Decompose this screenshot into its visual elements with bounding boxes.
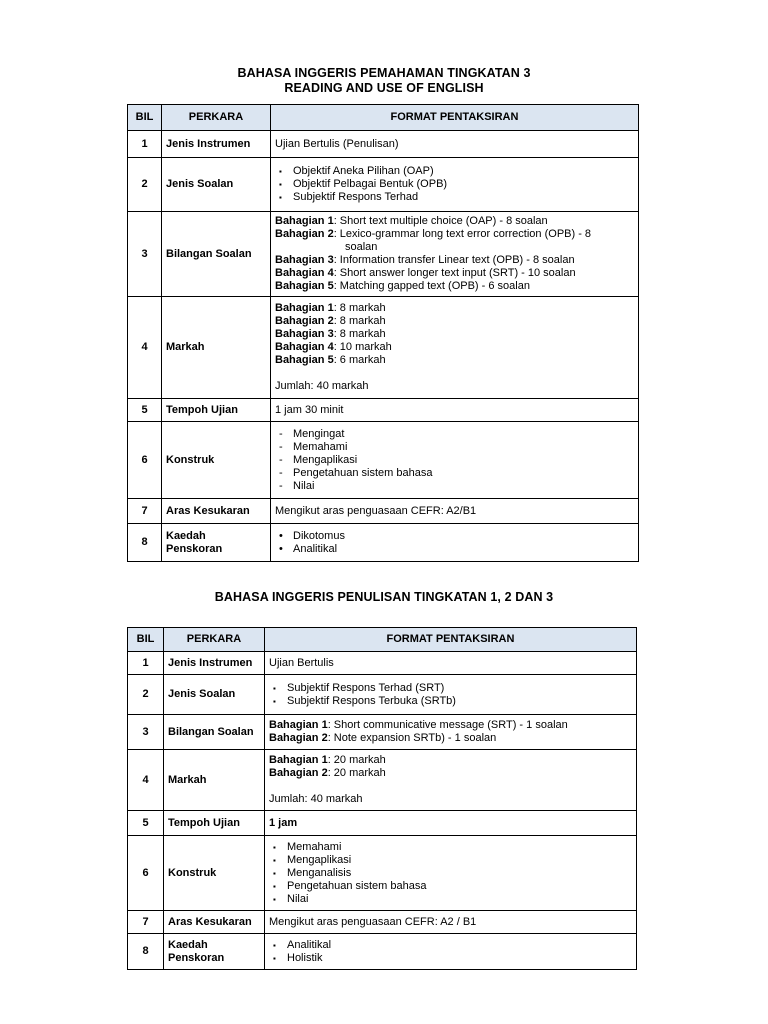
table-row: [128, 836, 637, 911]
list-item: - Memahami: [275, 441, 634, 454]
total-marks: Jumlah: 40 markah: [275, 380, 369, 392]
section-label: Bahagian 1: [275, 302, 334, 314]
section-text: : 20 markah: [327, 767, 386, 779]
section-label: Bahagian 1: [275, 215, 334, 227]
doc1-title-line1: BAHASA INGGERIS PEMAHAMAN TINGKATAN 3: [237, 66, 531, 80]
row-number: 7: [128, 911, 164, 934]
doc1-title-line2: READING AND USE OF ENGLISH: [284, 81, 484, 95]
header-bil: BIL: [128, 628, 164, 652]
header-row: [128, 105, 639, 131]
section-label: Bahagian 2: [269, 732, 328, 744]
row-perkara-line2: Penskoran: [166, 542, 223, 555]
row-format: [265, 675, 637, 715]
list-item: - Nilai: [275, 480, 634, 493]
row-format: [271, 212, 639, 297]
section-text: : Lexico-grammar long text error correction (OPB) - 8: [333, 228, 592, 240]
section-text: : Information transfer Linear text (OPB) - 8 soalan: [333, 254, 575, 266]
table-row: [128, 524, 639, 562]
row-format: [271, 158, 639, 212]
section-text: : 10 markah: [333, 341, 392, 353]
section-label: Bahagian 3: [275, 254, 334, 266]
table-row: [128, 811, 637, 836]
table-row: [128, 131, 639, 158]
table-row: [128, 297, 639, 399]
table-row: [128, 911, 637, 934]
row-perkara: Tempoh Ujian: [164, 811, 265, 836]
row-number: 2: [128, 675, 164, 715]
list-item: ▪ Objektif Pelbagai Bentuk (OPB): [275, 178, 634, 191]
header-row: [128, 628, 637, 652]
doc1-table: [127, 104, 639, 562]
section-label: Bahagian 5: [275, 354, 334, 366]
row-perkara: Jenis Instrumen: [164, 652, 265, 675]
row-number: 4: [128, 297, 162, 399]
section-label: Bahagian 2: [275, 315, 334, 327]
row-format: 1 jam 30 minit: [271, 399, 639, 422]
list-item: • Analitikal: [275, 543, 634, 556]
row-format: Ujian Bertulis (Penulisan): [271, 131, 639, 158]
row-number: 6: [128, 422, 162, 499]
doc2-table: [127, 627, 637, 970]
section-text: : 8 markah: [333, 302, 386, 314]
list-item: ▪ Memahami: [269, 841, 632, 854]
row-number: 5: [128, 811, 164, 836]
row-number: 1: [128, 652, 164, 675]
row-perkara: Aras Kesukaran: [162, 499, 271, 524]
row-number: 4: [128, 750, 164, 811]
table-row: [128, 399, 639, 422]
header-format: FORMAT PENTAKSIRAN: [271, 105, 639, 131]
row-format: [265, 836, 637, 911]
row-perkara: Jenis Soalan: [164, 675, 265, 715]
list-item: - Mengingat: [275, 428, 634, 441]
row-format: [265, 715, 637, 750]
row-perkara-line1: Kaedah: [168, 938, 208, 951]
list-item: ▪ Mengaplikasi: [269, 854, 632, 867]
row-format: 1 jam: [265, 811, 637, 836]
list-item: ▪ Pengetahuan sistem bahasa: [269, 880, 632, 893]
row-number: 8: [128, 524, 162, 562]
section-label: Bahagian 1: [269, 719, 328, 731]
row-perkara: Konstruk: [162, 422, 271, 499]
row-format: Mengikut aras penguasaan CEFR: A2 / B1: [265, 911, 637, 934]
row-number: 6: [128, 836, 164, 911]
table-row: [128, 158, 639, 212]
row-format: [271, 422, 639, 499]
section-label: Bahagian 4: [275, 267, 334, 279]
section-text: : 8 markah: [333, 328, 386, 340]
row-perkara: Markah: [162, 297, 271, 399]
list-item: • Dikotomus: [275, 530, 634, 543]
section-text: : Short communicative message (SRT) - 1 soalan: [327, 719, 568, 731]
table-row: [128, 934, 637, 970]
section-text: : Short text multiple choice (OAP) - 8 soalan: [333, 215, 548, 227]
row-perkara: Markah: [164, 750, 265, 811]
row-perkara: Konstruk: [164, 836, 265, 911]
section-label: Bahagian 1: [269, 754, 328, 766]
section-text: : Matching gapped text (OPB) - 6 soalan: [333, 280, 530, 292]
table-row: [128, 675, 637, 715]
row-perkara: Bilangan Soalan: [164, 715, 265, 750]
list-item: - Mengaplikasi: [275, 454, 634, 467]
section-label: Bahagian 2: [269, 767, 328, 779]
row-number: 2: [128, 158, 162, 212]
section-text: : Note expansion SRTb) - 1 soalan: [327, 732, 497, 744]
list-item: ▪ Subjektif Respons Terhad: [275, 191, 634, 204]
table-row: [128, 212, 639, 297]
list-item: ▪ Nilai: [269, 893, 632, 906]
table-row: [128, 652, 637, 675]
table-row: [128, 499, 639, 524]
row-perkara: Bilangan Soalan: [162, 212, 271, 297]
section-text-continued: soalan: [345, 241, 378, 253]
row-perkara: [164, 934, 265, 970]
row-format: Mengikut aras penguasaan CEFR: A2/B1: [271, 499, 639, 524]
row-number: 5: [128, 399, 162, 422]
section-label: Bahagian 2: [275, 228, 334, 240]
row-number: 7: [128, 499, 162, 524]
section-label: Bahagian 3: [275, 328, 334, 340]
row-perkara: Aras Kesukaran: [164, 911, 265, 934]
header-perkara: PERKARA: [164, 628, 265, 652]
list-item: - Pengetahuan sistem bahasa: [275, 467, 634, 480]
header-bil: BIL: [128, 105, 162, 131]
section-label: Bahagian 5: [275, 280, 334, 292]
section-text: : 8 markah: [333, 315, 386, 327]
row-format: [265, 934, 637, 970]
list-item: ▪ Menganalisis: [269, 867, 632, 880]
table-row: [128, 715, 637, 750]
table-row: [128, 750, 637, 811]
list-item: ▪ Objektif Aneka Pilihan (OAP): [275, 165, 634, 178]
section-label: Bahagian 4: [275, 341, 334, 353]
row-number: 8: [128, 934, 164, 970]
row-perkara-line1: Kaedah: [166, 529, 206, 542]
table-row: [128, 422, 639, 499]
list-item: ▪ Holistik: [269, 952, 632, 965]
list-item: ▪ Subjektif Respons Terbuka (SRTb): [269, 695, 632, 708]
section-text: : Short answer longer text input (SRT) - 10 soalan: [333, 267, 576, 279]
row-format: Ujian Bertulis: [265, 652, 637, 675]
section-text: : 20 markah: [327, 754, 386, 766]
row-perkara-line2: Penskoran: [168, 951, 225, 964]
row-format: [271, 524, 639, 562]
header-perkara: PERKARA: [162, 105, 271, 131]
row-perkara: Jenis Soalan: [162, 158, 271, 212]
row-number: 3: [128, 212, 162, 297]
row-format: [271, 297, 639, 399]
section-text: : 6 markah: [333, 354, 386, 366]
list-item: ▪ Subjektif Respons Terhad (SRT): [269, 682, 632, 695]
row-number: 3: [128, 715, 164, 750]
row-perkara: [162, 524, 271, 562]
row-number: 1: [128, 131, 162, 158]
row-format: [265, 750, 637, 811]
row-perkara: Jenis Instrumen: [162, 131, 271, 158]
doc2-title: BAHASA INGGERIS PENULISAN TINGKATAN 1, 2 DAN 3: [214, 590, 554, 604]
total-marks: Jumlah: 40 markah: [269, 793, 363, 805]
list-item: ▪ Analitikal: [269, 939, 632, 952]
header-format: FORMAT PENTAKSIRAN: [265, 628, 637, 652]
row-perkara: Tempoh Ujian: [162, 399, 271, 422]
